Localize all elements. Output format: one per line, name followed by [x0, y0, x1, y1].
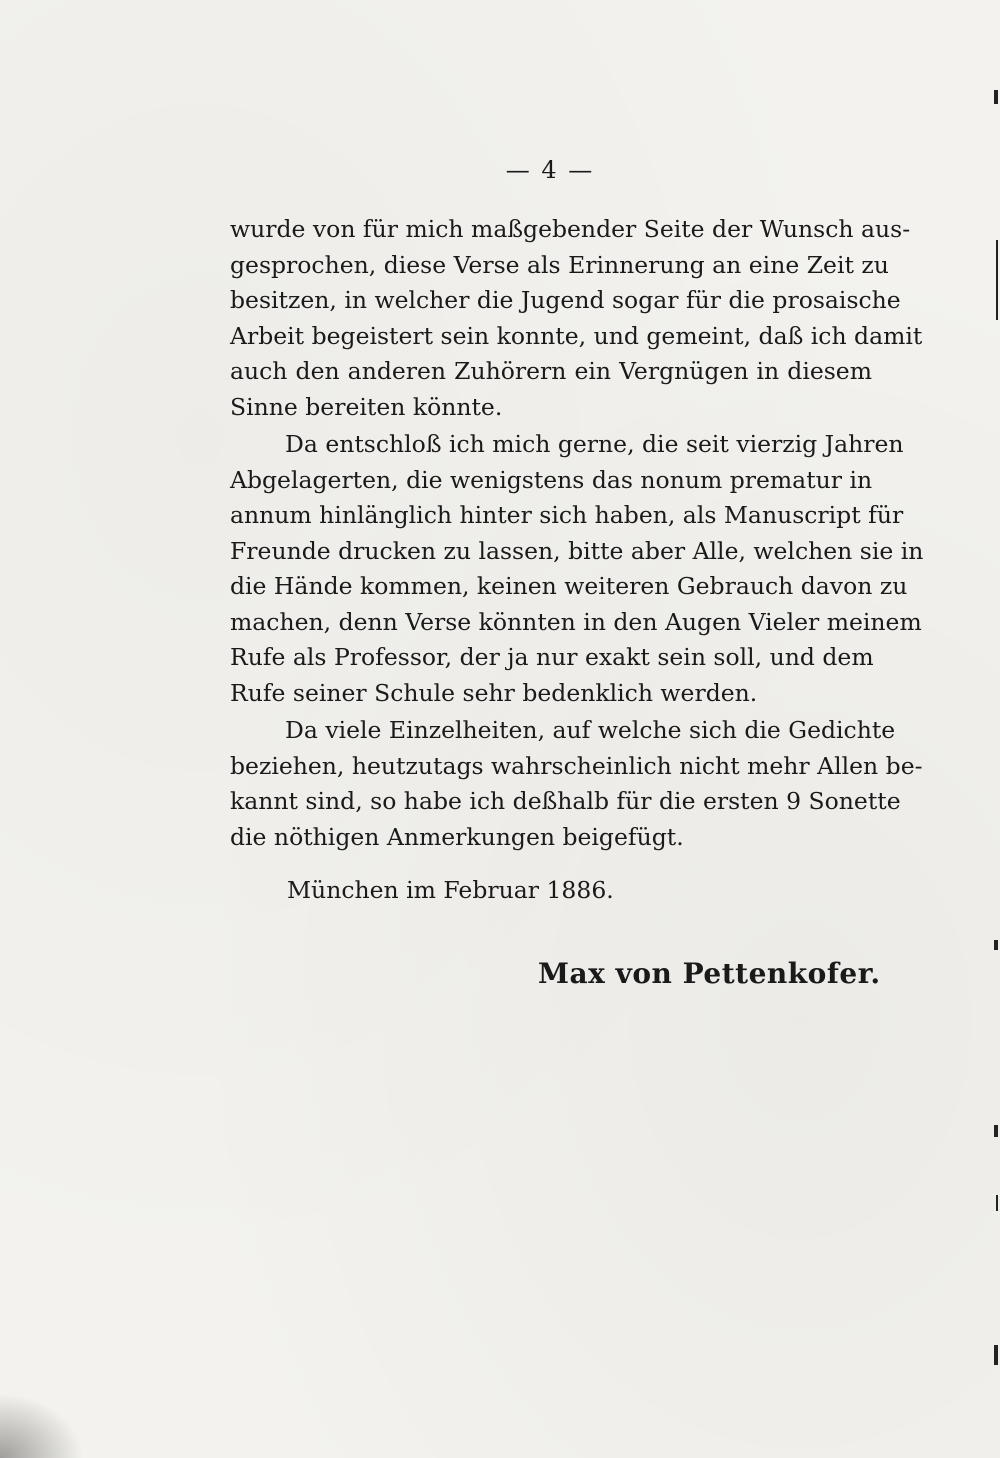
page-edge-mark	[996, 1195, 998, 1211]
text-line: gesprochen, diese Verse als Erinnerung an eine Zeit zu	[230, 250, 889, 279]
paragraph-3	[230, 713, 923, 855]
paragraph-2	[230, 427, 924, 711]
text-line: die nöthigen Anmerkungen beigefügt.	[230, 822, 684, 851]
page-edge-mark	[996, 240, 998, 320]
text-line: besitzen, in welcher die Jugend sogar für die prosaische	[230, 286, 901, 314]
text-line: Rufe als Professor, der ja nur exakt sein soll, und dem	[230, 643, 874, 671]
body-text	[230, 212, 924, 855]
text-line: kannt sind, so habe ich deßhalb für die ersten 9 Sonette	[230, 787, 901, 815]
text-line: Sinne bereiten könnte.	[230, 392, 503, 421]
text-line: auch den anderen Zuhörern ein Vergnügen in diesem	[230, 357, 872, 385]
text-line: machen, denn Verse könnten in den Augen Vieler meinem	[230, 607, 922, 636]
page-corner-shadow	[0, 1388, 90, 1458]
page-edge-mark	[994, 1125, 998, 1137]
text-line: Freunde drucken zu lassen, bitte aber Alle, welchen sie in	[230, 536, 924, 565]
text-line: Arbeit begeistert sein konnte, und gemeint, daß ich damit	[230, 321, 923, 350]
text-line: Da viele Einzelheiten, auf welche sich die Gedichte	[285, 716, 896, 744]
page-edge-mark	[994, 940, 998, 950]
signature: Max von Pettenkofer.	[538, 957, 881, 990]
page-edge-mark	[994, 1345, 998, 1365]
page-number: — 4 —	[505, 156, 595, 184]
text-line: beziehen, heutzutags wahrscheinlich nicht mehr Allen be-	[230, 751, 923, 780]
paragraph-1	[230, 212, 923, 425]
dateline: München im Februar 1886.	[287, 876, 614, 904]
text-line: die Hände kommen, keinen weiteren Gebrauch davon zu	[230, 572, 908, 600]
text-line: Da entschloß ich mich gerne, die seit vierzig Jahren	[285, 430, 904, 458]
text-line: wurde von für mich maßgebender Seite der Wunsch aus-	[230, 215, 911, 243]
text-line: annum hinlänglich hinter sich haben, als Manuscript für	[230, 501, 904, 529]
page-edge-mark	[994, 90, 998, 104]
text-line: Rufe seiner Schule sehr bedenklich werden.	[230, 678, 758, 707]
text-line: Abgelagerten, die wenigstens das nonum prematur in	[230, 465, 873, 494]
